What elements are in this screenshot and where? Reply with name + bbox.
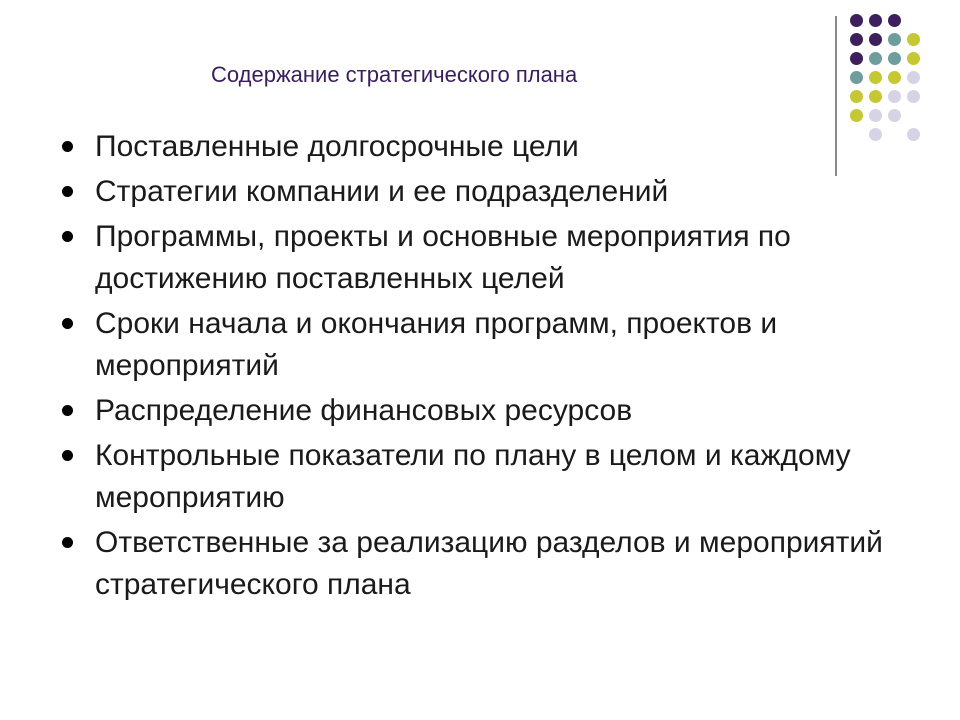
bullet-icon <box>62 450 73 461</box>
decor-dot <box>888 90 901 103</box>
bullet-icon <box>62 537 73 548</box>
decor-dot <box>869 109 882 122</box>
decor-dot <box>850 90 863 103</box>
decor-dot <box>907 52 920 65</box>
decor-dot <box>869 33 882 46</box>
bullet-item <box>58 435 938 519</box>
bullet-item <box>58 171 938 213</box>
decor-dot <box>869 14 882 27</box>
bullet-text: Распределение финансовых ресурсов <box>95 394 633 427</box>
decor-dot <box>850 71 863 84</box>
decor-dot <box>907 90 920 103</box>
decor-dot <box>888 14 901 27</box>
bullet-text: Ответственные за реализацию разделов и мероприятий стратегического плана <box>95 526 883 601</box>
bullet-item <box>58 126 938 168</box>
decor-dot <box>907 33 920 46</box>
decor-dot <box>888 109 901 122</box>
bullet-item <box>58 522 938 606</box>
bullet-text: Сроки начала и окончания программ, проектов и мероприятий <box>95 307 778 382</box>
decor-dot <box>850 52 863 65</box>
bullet-icon <box>62 186 73 197</box>
decor-dot <box>850 109 863 122</box>
bullet-icon <box>62 231 73 242</box>
decor-dot <box>888 71 901 84</box>
decor-dot <box>907 71 920 84</box>
bullet-text: Поставленные долгосрочные цели <box>95 130 579 163</box>
bullet-text: Программы, проекты и основные мероприятия по достижению поставленных целей <box>95 220 791 295</box>
bullet-text: Контрольные показатели по плану в целом и каждому мероприятию <box>95 439 851 514</box>
bullet-text: Стратегии компании и ее подразделений <box>95 175 669 208</box>
decor-dot <box>869 71 882 84</box>
bullet-item <box>58 216 938 300</box>
decor-dot <box>869 52 882 65</box>
bullet-icon <box>62 318 73 329</box>
decor-dot <box>850 14 863 27</box>
bullet-icon <box>62 141 73 152</box>
decor-dot <box>888 33 901 46</box>
bullet-item <box>58 390 938 432</box>
decor-dot <box>869 90 882 103</box>
bullet-item <box>58 303 938 387</box>
bullet-icon <box>62 405 73 416</box>
decor-dot <box>888 52 901 65</box>
decor-dot <box>850 33 863 46</box>
slide-title: Содержание стратегического плана <box>211 62 578 87</box>
bullet-list <box>58 126 938 609</box>
